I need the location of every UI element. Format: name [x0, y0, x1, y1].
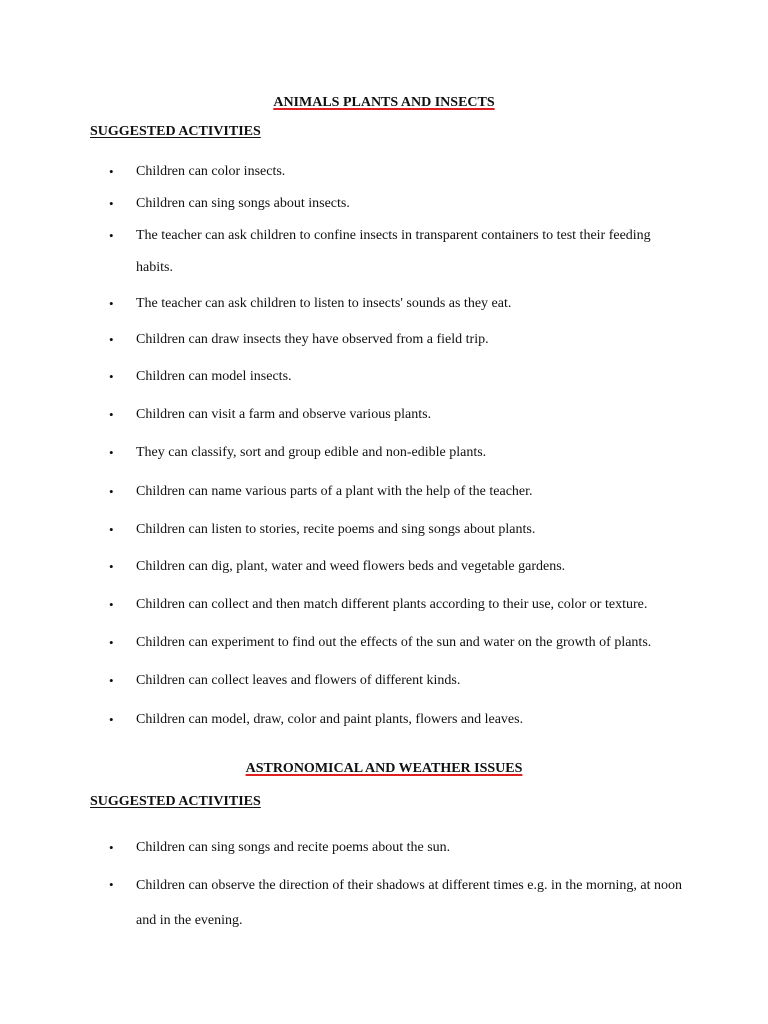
list-item — [90, 521, 690, 539]
list-item — [90, 711, 690, 729]
list-item-text: Children can dig, plant, water and weed flowers beds and vegetable gardens. — [136, 559, 566, 574]
bullet-icon: • — [109, 522, 114, 537]
section-title-astronomical-weather: ASTRONOMICAL AND WEATHER ISSUES — [245, 761, 523, 776]
bullet-icon: • — [109, 369, 114, 384]
list-item — [90, 227, 690, 284]
list-item-text: Children can model, draw, color and paint plants, flowers and leaves. — [136, 712, 524, 727]
list-item — [90, 295, 690, 313]
list-item — [90, 483, 690, 501]
bullet-icon: • — [109, 597, 114, 612]
list-item — [90, 195, 690, 213]
list-item-text: Children can collect and then match different plants according to their use, color or texture. — [136, 597, 648, 612]
bullet-icon: • — [109, 296, 114, 311]
list-item-text: Children can color insects. — [136, 164, 286, 179]
bullet-icon: • — [109, 635, 114, 650]
bullet-icon: • — [109, 164, 114, 179]
list-item-text: The teacher can ask children to listen to insects' sounds as they eat. — [136, 296, 512, 311]
section-title-animals-plants-insects: ANIMALS PLANTS AND INSECTS — [273, 95, 495, 110]
bullet-icon: • — [109, 673, 114, 688]
list-item-text: Children can experiment to find out the effects of the sun and water on the growth of plants. — [136, 635, 652, 650]
list-item — [90, 444, 690, 462]
bullet-icon: • — [109, 332, 114, 347]
list-item — [90, 634, 690, 652]
list-item — [90, 839, 690, 857]
list-item-text: Children can collect leaves and flowers of different kinds. — [136, 673, 461, 688]
list-item — [90, 163, 690, 181]
bullet-icon: • — [109, 559, 114, 574]
bullet-icon: • — [109, 877, 114, 892]
list-item-text: Children can model insects. — [136, 369, 292, 384]
list-item-text: Children can name various parts of a plant with the help of the teacher. — [136, 484, 533, 499]
list-item-text: They can classify, sort and group edible and non-edible plants. — [136, 445, 487, 460]
list-item — [90, 406, 690, 424]
list-item-text: Children can listen to stories, recite poems and sing songs about plants. — [136, 522, 536, 537]
list-item — [90, 368, 690, 386]
list-item — [90, 331, 690, 349]
list-item-text: Children can visit a farm and observe various plants. — [136, 407, 432, 422]
list-item — [90, 876, 690, 938]
list-item — [90, 672, 690, 690]
list-item-text: Children can observe the direction of their shadows at different times e.g. in the morning, at noon and in the evening. — [136, 878, 682, 928]
bullet-icon: • — [109, 196, 114, 211]
list-item-text: The teacher can ask children to confine insects in transparent containers to test their feeding habits. — [136, 228, 651, 275]
list-item — [90, 596, 690, 614]
bullet-icon: • — [109, 484, 114, 499]
subheading-suggested-activities: SUGGESTED ACTIVITIES — [90, 794, 261, 809]
list-item — [90, 558, 690, 576]
bullet-icon: • — [109, 228, 114, 243]
bullet-icon: • — [109, 840, 114, 855]
list-item-text: Children can sing songs about insects. — [136, 196, 350, 211]
bullet-icon: • — [109, 712, 114, 727]
list-item-text: Children can draw insects they have observed from a field trip. — [136, 332, 489, 347]
list-item-text: Children can sing songs and recite poems about the sun. — [136, 840, 451, 855]
subheading-suggested-activities: SUGGESTED ACTIVITIES — [90, 124, 261, 139]
bullet-icon: • — [109, 445, 114, 460]
bullet-icon: • — [109, 407, 114, 422]
